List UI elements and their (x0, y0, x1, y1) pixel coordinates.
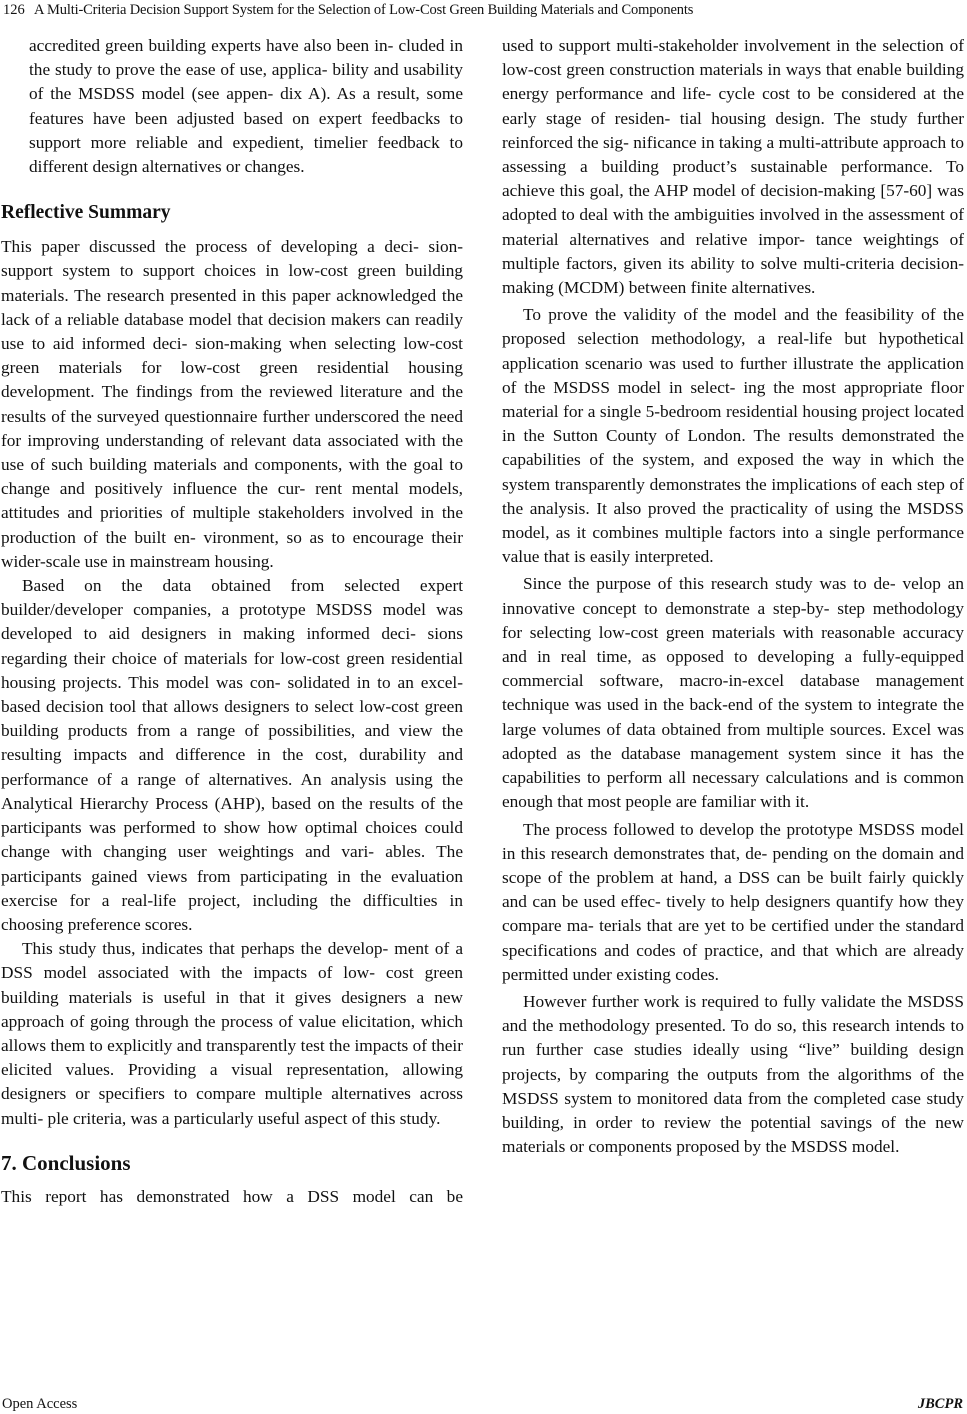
heading-reflective-summary: Reflective Summary (1, 202, 171, 224)
conclusions-paragraph-start: This report has demonstrated how a DSS model can be (1, 1186, 463, 1206)
right-column (502, 34, 964, 1159)
running-header (0, 0, 967, 20)
conclusions-paragraph-continued: used to support multi-stakeholder involvement in the selection of low-cost green construction materials in ways that enable building energy performance and life- cycle cost to be considered at the early stage of residen- tial housing design. The study further reinforced the sig- nificance in taking a multi-attribute approach to assessing a building product’s sustainable performance. To achieve this goal, the AHP model of decision-making [57-60] was adopted to deal with the ambiguities involved in the assessment of material alternatives and relative impor- tance weightings of multiple factors, given its ability to solve multi-criteria decision-making (MCDM) between finite alternatives. (502, 36, 964, 298)
validity-paragraph: To prove the validity of the model and the feasibility of the proposed selection methodology, a real-life but hypothetical application scenario was used to further illustrate the application of the MSDSS model in select- ing the most appropriate floor material for a single 5-bedroom residential housing project located in the Sutton County of London. The results demonstrated the capabilities of the system, and exposed the way in which the system transparently demonstrates the implications of each step of the analysis. It also proved the practicality of using the MSDSS model, as it combines multiple factors into a single performance value that is easily interpreted. (502, 305, 964, 567)
purpose-paragraph: Since the purpose of this research study was to de- velop an innovative concept to demonstrate a step-by- step methodology for selecting low-cost green materials with reasonable accuracy and in real time, as opposed to developing a fully-equipped commercial software, macro-in-excel database management technique was used in the back-end of the system to integrate the large volumes of data obtained from multiple sources. Excel was adopted as the database management system since it has the capabilities to perform all necessary calculations and is common enough that most people are familiar with it. (502, 574, 964, 812)
heading-conclusions: 7. Conclusions (1, 1150, 131, 1175)
reflective-paragraph-1: This paper discussed the process of developing a deci- sion-support system to support choices in low-cost green building materials. The research presented in this paper acknowledged the lack of a reliable database model that decision makers can readily use to aid informed deci- sion-making when selecting low-cost green materials for low-cost green residential housing development. The findings from the reviewed literature and the results of the surveyed questionnaire further underscored the need for improving understanding of relevant data associated with the use of such building materials and components, with the goal to change and positively influence the cur- rent mental models, attitudes and priorities of multiple stakeholders involved in the production of the built en- vironment, so as to encourage their wider-scale use in mainstream housing. (1, 237, 463, 571)
process-paragraph: The process followed to develop the prototype MSDSS model in this research demonstrates that, de- pending on the domain and scope of the problem at hand, a DSS can be built fairly quickly and can be used effec- tively to help designers quantify how they compare ma- terials that are yet to be certified under the standard specifications and codes of practice, and that which are already permitted under existing codes. (502, 819, 964, 984)
reflective-paragraph-3: This study thus, indicates that perhaps the develop- ment of a DSS model associated with the impacts of low- cost green building materials is useful in that it gives designers a new approach of going through the process of value elicitation, which allows them to explicitly and transparently test the impacts of their elicited values. Providing a visual representation, allowing designers or specifiers to compare multiple alternatives across multi- ple criteria, was a particularly useful aspect of this study. (1, 939, 463, 1128)
continuation-paragraph: accredited green building experts have also been in- cluded in the study to prove the ease of use, applica- bility and usability of the MSDSS model (see appen- dix A). As a result, some features have been adjusted based on expert feedbacks to support more reliable and expedient, timelier feedback to different design alternatives or changes. (29, 36, 463, 177)
open-access-label: Open Access (2, 1396, 78, 1412)
reflective-paragraph-2: Based on the data obtained from selected expert builder/developer companies, a prototype MSDSS model was developed to aid designers in making informed deci- sions regarding their choice of materials for low-cost green residential housing projects. This model was con- solidated in to an excel-based decision tool that allows designers to select low-cost green building products from a range of possibilities, and view the resulting impacts and difference in the cost, durability and performance of a range of alternatives. An analysis using the Analytical Hierarchy Process (AHP), based on the results of the participants was performed to show how optimal choices could change with changing user weightings and vari- ables. The participants gained views from participating in the evaluation exercise for a real-life project, including the difficulties in choosing preference scores. (1, 576, 463, 934)
running-title: A Multi-Criteria Decision Support System for the Selection of Low-Cost Green Building Materials and Components (34, 2, 694, 18)
journal-abbreviation: JBCPR (917, 1396, 963, 1412)
further-work-paragraph: However further work is required to fully validate the MSDSS and the methodology presented. To do so, this research intends to run further case studies ideally using “live” building design projects, by comparing the outputs from the algorithms of the MSDSS system to monitored data from the completed case study building, in order to review the potential savings of the new materials or components proposed by the MSDSS model. (502, 991, 964, 1157)
page-number: 126 (3, 2, 25, 18)
left-column (1, 34, 463, 1209)
running-footer (0, 1394, 967, 1414)
